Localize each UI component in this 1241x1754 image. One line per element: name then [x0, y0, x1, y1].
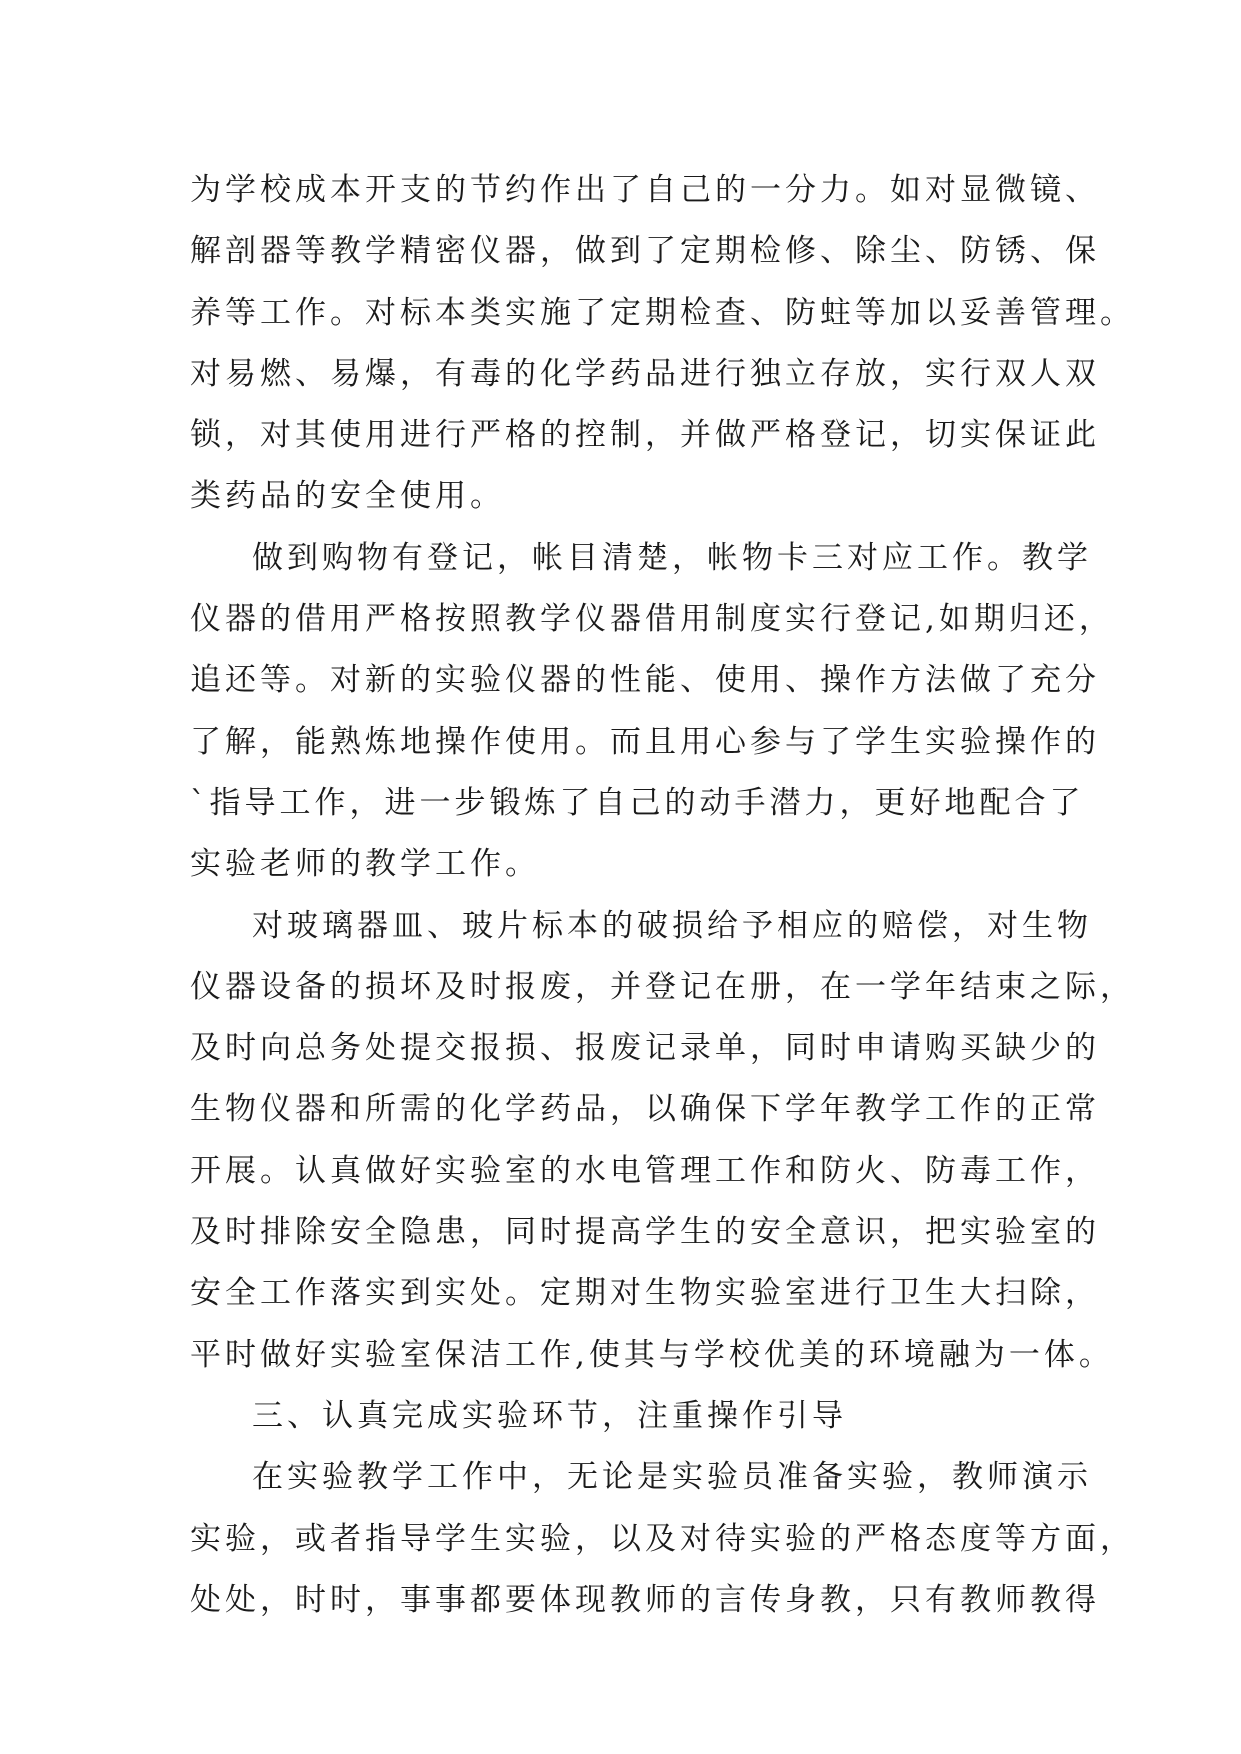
- text-line: 实验，或者指导学生实验，以及对待实验的严格态度等方面，: [190, 1520, 1135, 1557]
- paragraph-first-line: 在实验教学工作中，无论是实验员准备实验，教师演示: [252, 1459, 1092, 1496]
- text-line: 了解，能熟炼地操作使用。而且用心参与了学生实验操作的: [190, 723, 1100, 760]
- text-line: 实验老师的教学工作。: [190, 846, 540, 883]
- text-line: 锁，对其使用进行严格的控制，并做严格登记，切实保证此: [190, 417, 1100, 454]
- text-line: 生物仪器和所需的化学药品，以确保下学年教学工作的正常: [190, 1091, 1100, 1128]
- text-line: 仪器设备的损坏及时报废，并登记在册，在一学年结束之际，: [190, 968, 1135, 1005]
- text-line: 开展。认真做好实验室的水电管理工作和防火、防毒工作，: [190, 1152, 1100, 1189]
- paragraph-first-line: 对玻璃器皿、玻片标本的破损给予相应的赔偿，对生物: [252, 907, 1092, 944]
- text-line: 仪器的借用严格按照教学仪器借用制度实行登记,如期归还，: [190, 601, 1114, 638]
- section-heading: 三、认真完成实验环节，注重操作引导: [252, 1397, 847, 1434]
- text-line: 平时做好实验室保洁工作,使其与学校优美的环境融为一体。: [190, 1336, 1114, 1373]
- text-line: 及时向总务处提交报损、报废记录单，同时申请购买缺少的: [190, 1030, 1100, 1067]
- text-line: 对易燃、易爆，有毒的化学药品进行独立存放，实行双人双: [190, 355, 1100, 392]
- document-body: [190, 160, 1135, 1631]
- text-line: 类药品的安全使用。: [190, 478, 505, 515]
- text-line: 及时排除安全隐患，同时提高学生的安全意识，把实验室的: [190, 1214, 1100, 1251]
- text-line: 养等工作。对标本类实施了定期检查、防蛀等加以妥善管理。: [190, 294, 1135, 331]
- text-line: 追还等。对新的实验仪器的性能、使用、操作方法做了充分: [190, 662, 1100, 699]
- text-line: 解剖器等教学精密仪器，做到了定期检修、除尘、防锈、保: [190, 233, 1100, 270]
- text-line: 处处，时时，事事都要体现教师的言传身教，只有教师教得: [190, 1581, 1100, 1618]
- text-line: `指导工作，进一步锻炼了自己的动手潜力，更好地配合了: [190, 784, 1085, 821]
- paragraph-first-line: 做到购物有登记，帐目清楚，帐物卡三对应工作。教学: [252, 539, 1092, 576]
- text-line: 安全工作落实到实处。定期对生物实验室进行卫生大扫除，: [190, 1275, 1100, 1312]
- text-line: 为学校成本开支的节约作出了自己的一分力。如对显微镜、: [190, 172, 1100, 208]
